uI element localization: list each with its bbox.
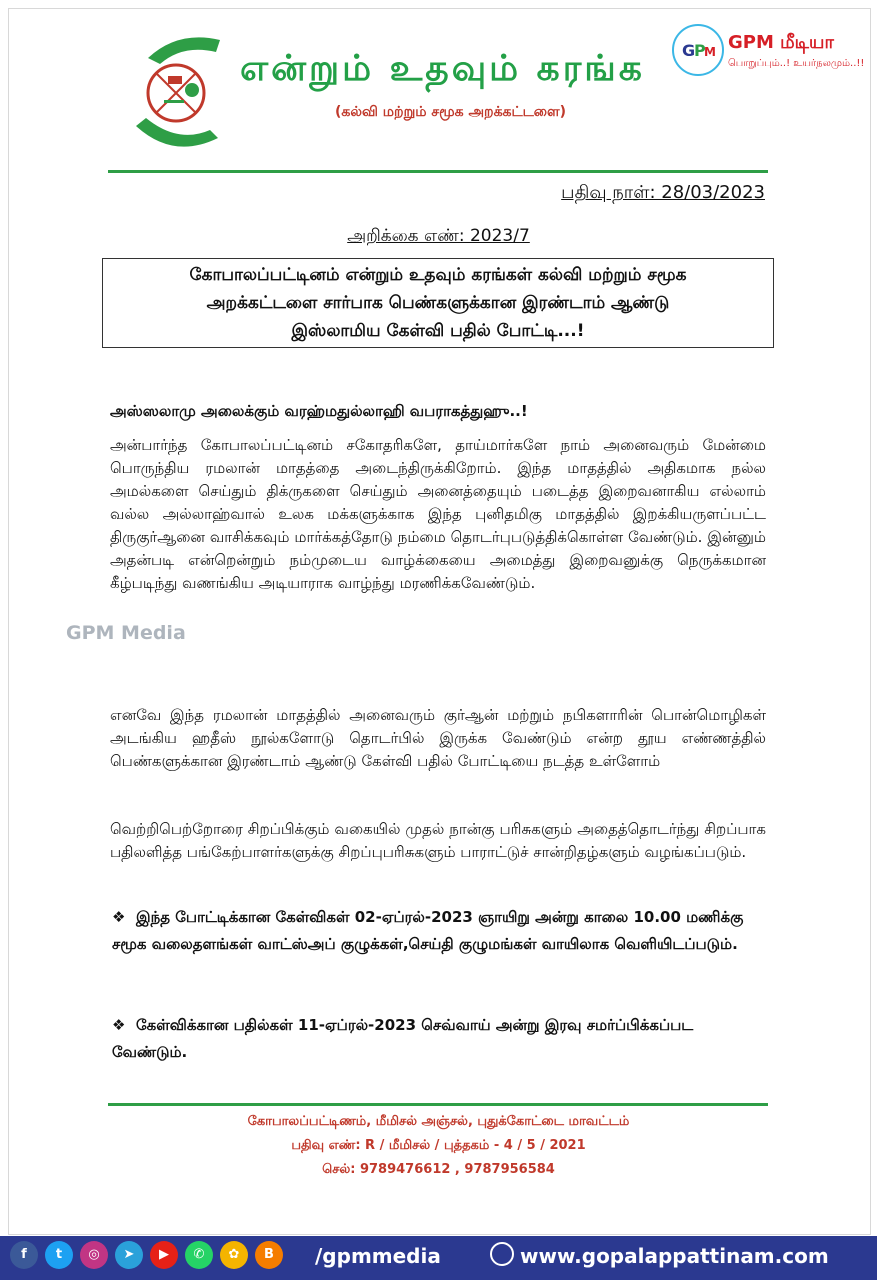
facebook-icon[interactable]: f bbox=[10, 1241, 38, 1269]
header-divider bbox=[108, 170, 768, 173]
notice-number: அறிக்கை எண்: 2023/7 bbox=[347, 226, 530, 246]
media-name: GPM மீடியா bbox=[728, 32, 834, 53]
footer-divider bbox=[108, 1103, 768, 1106]
website-link[interactable]: www.gopalappattinam.com bbox=[520, 1244, 829, 1268]
bullet-icon: ❖ bbox=[112, 1016, 126, 1034]
headline-line-2: அறக்கட்டளை சார்பாக பெண்களுக்கான இரண்டாம் ஆண்டு bbox=[206, 293, 670, 313]
bullet-text: இந்த போட்டிக்கான கேள்விகள் 02-ஏப்ரல்-2023 ஞாயிறு அன்று காலை 10.00 மணிக்கு சமூக வலைதளங்கள் வாட்ஸ்அப் குழுக்கள்,செய்தி குழுமங்கள் வாயிலாக வெளியிடப்படும். bbox=[112, 908, 744, 953]
svg-text:G: G bbox=[682, 41, 696, 60]
youtube-icon[interactable]: ▶ bbox=[150, 1241, 178, 1269]
telegram-icon[interactable]: ➤ bbox=[115, 1241, 143, 1269]
bullet-answer-deadline bbox=[112, 1012, 766, 1066]
greeting: அஸ்ஸலாமு அலைக்கும் வரஹ்மதுல்லாஹி வபராகத்துஹு..! bbox=[110, 402, 528, 420]
trust-logo bbox=[128, 30, 228, 160]
bullet-icon: ❖ bbox=[112, 908, 126, 926]
paragraph-prizes: வெற்றிபெற்றோரை சிறப்பிக்கும் வகையில் முதல் நான்கு பரிசுகளும் அதைத்தொடர்ந்து சிறப்பாக பதிலளித்த பங்கேற்பாளர்களுக்கு சிறப்புபரிசுகளும் பாராட்டுச் சான்றிதழ்களும் வழங்கப்படும். bbox=[110, 820, 766, 861]
footer-address: கோபாலப்பட்டிணம், மீமிசல் அஞ்சல், புதுக்கோட்டை மாவட்டம் bbox=[247, 1114, 630, 1129]
org-subtitle: (கல்வி மற்றும் சமூக அறக்கட்டளை) bbox=[335, 104, 567, 120]
apps-icon[interactable]: ✿ bbox=[220, 1241, 248, 1269]
bullet-questions-release bbox=[112, 904, 766, 958]
paragraph-intro: அன்பார்ந்த கோபாலப்பட்டினம் சகோதரிகளே, தாய்மார்களே நாம் அனைவரும் மேன்மை பொருந்திய ரமலான் மாதத்தை அடைந்திருக்கிறோம். இந்த மாதத்தில் அதிகமாக நல்ல அமல்களை செய்தும் திக்ருகளை செய்தும் அனைத்தையும் படைத்த இறைவனாகிய எல்லாம் வல்ல அல்லாஹ்வால் உலக மக்களுக்காக இந்த புனிதமிகு மாதத்தில் இறக்கியருளப்பட்ட திருகுர்ஆனை வாசிக்கவும் மார்க்கத்தோடு நம்மை தொடர்புபடுத்திக்கொள்ள வேண்டும். இன்னும் அதன்படி என்றென்றும் நம்முடைய வாழ்க்கையை அமைத்து இறைவனுக்கு நெருக்கமான கீழ்படிந்து வணங்கிய அடியாராக வாழ்ந்து மரணிக்கவேண்டும். bbox=[110, 436, 766, 592]
paragraph-purpose: எனவே இந்த ரமலான் மாதத்தில் அனைவரும் குர்ஆன் மற்றும் நபிகளாரின் பொன்மொழிகள் அடங்கிய ஹதீஸ் நூல்களோடு தொடர்பில் இருக்க வேண்டும் என்ற தூய எண்ணத்தில் பெண்களுக்கான இரண்டாம் ஆண்டு கேள்வி பதில் போட்டியை நடத்த உள்ளோம் bbox=[110, 706, 766, 770]
gpm-logo-icon bbox=[672, 24, 724, 76]
headline-box bbox=[102, 258, 774, 348]
social-handle[interactable]: /gpmmedia bbox=[315, 1244, 441, 1268]
media-tagline: பொறுப்பும்..! உயர்நலமும்..!! bbox=[728, 58, 865, 69]
svg-text:M: M bbox=[704, 45, 716, 59]
whatsapp-icon[interactable]: ✆ bbox=[185, 1241, 213, 1269]
blogger-icon[interactable]: B bbox=[255, 1241, 283, 1269]
globe-icon bbox=[490, 1242, 514, 1266]
gpm-media-badge bbox=[672, 20, 865, 80]
registration-date: பதிவு நாள்: 28/03/2023 bbox=[561, 182, 765, 203]
twitter-icon[interactable]: t bbox=[45, 1241, 73, 1269]
watermark: GPM Media bbox=[66, 622, 186, 644]
headline-line-1: கோபாலப்பட்டினம் என்றும் உதவும் கரங்கள் கல்வி மற்றும் சமூக bbox=[189, 265, 687, 285]
headline-line-3: இஸ்லாமிய கேள்வி பதில் போட்டி...! bbox=[291, 321, 585, 341]
instagram-icon[interactable]: ◎ bbox=[80, 1241, 108, 1269]
svg-text:P: P bbox=[694, 41, 706, 60]
footer-phone: செல்: 9789476612 , 9787956584 bbox=[322, 1162, 555, 1177]
bullet-text: கேள்விக்கான பதில்கள் 11-ஏப்ரல்-2023 செவ்வாய் அன்று இரவு சமர்ப்பிக்கப்பட வேண்டும். bbox=[112, 1016, 694, 1061]
org-title: என்றும் உதவும் கரங்க bbox=[240, 48, 645, 89]
footer-registration: பதிவு எண்: R / மீமிசல் / புத்தகம் - 4 / 5 / 2021 bbox=[291, 1138, 586, 1153]
